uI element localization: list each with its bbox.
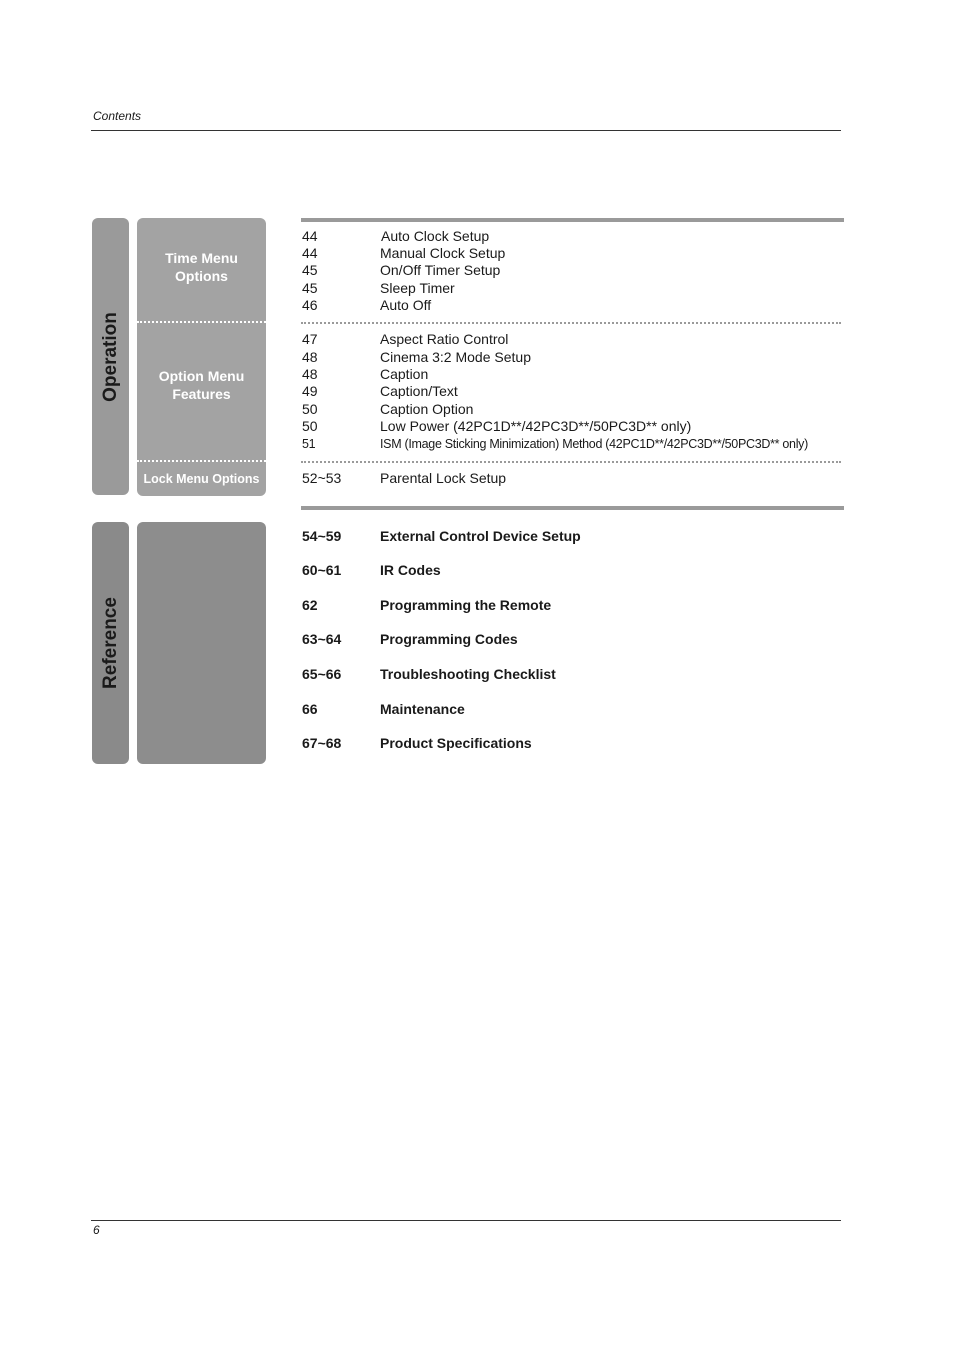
header-rule [91,130,841,131]
entry-title: Product Specifications [380,735,532,751]
page-number: 67~68 [302,735,342,751]
page-header-title: Contents [93,109,142,123]
page-number: 48 [302,366,318,382]
reference-sections [137,522,266,764]
page-number: 49 [302,383,318,399]
footer-rule [91,1220,841,1221]
section-lock-menu: Lock Menu Options [143,472,260,486]
entry-title: External Control Device Setup [380,528,581,544]
page-number: 45 [302,262,318,278]
section-time-menu: Time Menu Options [165,250,238,284]
entry-title: Auto Clock Setup [381,228,490,244]
entry-title: Sleep Timer [380,280,455,296]
reference-top-bar [301,506,844,510]
page-number: 51 [302,437,316,451]
entry-title: Troubleshooting Checklist [380,666,556,682]
entry-title: Maintenance [380,701,465,717]
entry-title: Low Power (42PC1D**/42PC3D**/50PC3D** only) [380,418,692,434]
section-divider [137,460,266,462]
page-number: 66 [302,701,318,717]
page-number: 54~59 [302,528,342,544]
page-number: 50 [302,401,318,417]
page-number: 63~64 [302,631,342,647]
entry-title: Aspect Ratio Control [380,331,509,347]
entry-title: Cinema 3:2 Mode Setup [380,349,531,365]
operation-top-bar [301,218,844,222]
entry-title: Manual Clock Setup [380,245,506,261]
section-option-menu: Option Menu Features [158,368,245,402]
operation-sections [137,218,266,496]
page-number: 44 [302,228,318,244]
page-number: 47 [302,331,318,347]
reference-tab [92,522,129,764]
page-number: 48 [302,349,318,365]
entry-title: Auto Off [380,297,432,313]
page-number: 50 [302,418,318,434]
entry-title: Parental Lock Setup [380,470,507,486]
entry-title: On/Off Timer Setup [380,262,501,278]
page-number: 60~61 [302,562,342,578]
page-number: 45 [302,280,318,296]
section-divider [137,321,266,323]
page-number: 62 [302,597,318,613]
page-number: 65~66 [302,666,342,682]
reference-tab-label: Reference [99,597,121,689]
entry-title: Caption/Text [380,383,458,399]
operation-tab-label: Operation [99,311,121,402]
list-divider [301,461,841,463]
entry-title: IR Codes [380,562,441,578]
entry-title: Programming the Remote [380,597,552,613]
page-number: 46 [302,297,318,313]
list-divider [301,322,841,324]
page-number-footer: 6 [93,1223,100,1237]
entry-title: ISM (Image Sticking Minimization) Method (42PC1D**/42PC3D**/50PC3D** only) [380,437,808,451]
page-number: 52~53 [302,470,342,486]
entry-title: Caption Option [380,401,474,417]
page-number: 44 [302,245,318,261]
entry-title: Caption [380,366,429,382]
operation-tab [92,218,129,495]
entry-title: Programming Codes [380,631,518,647]
